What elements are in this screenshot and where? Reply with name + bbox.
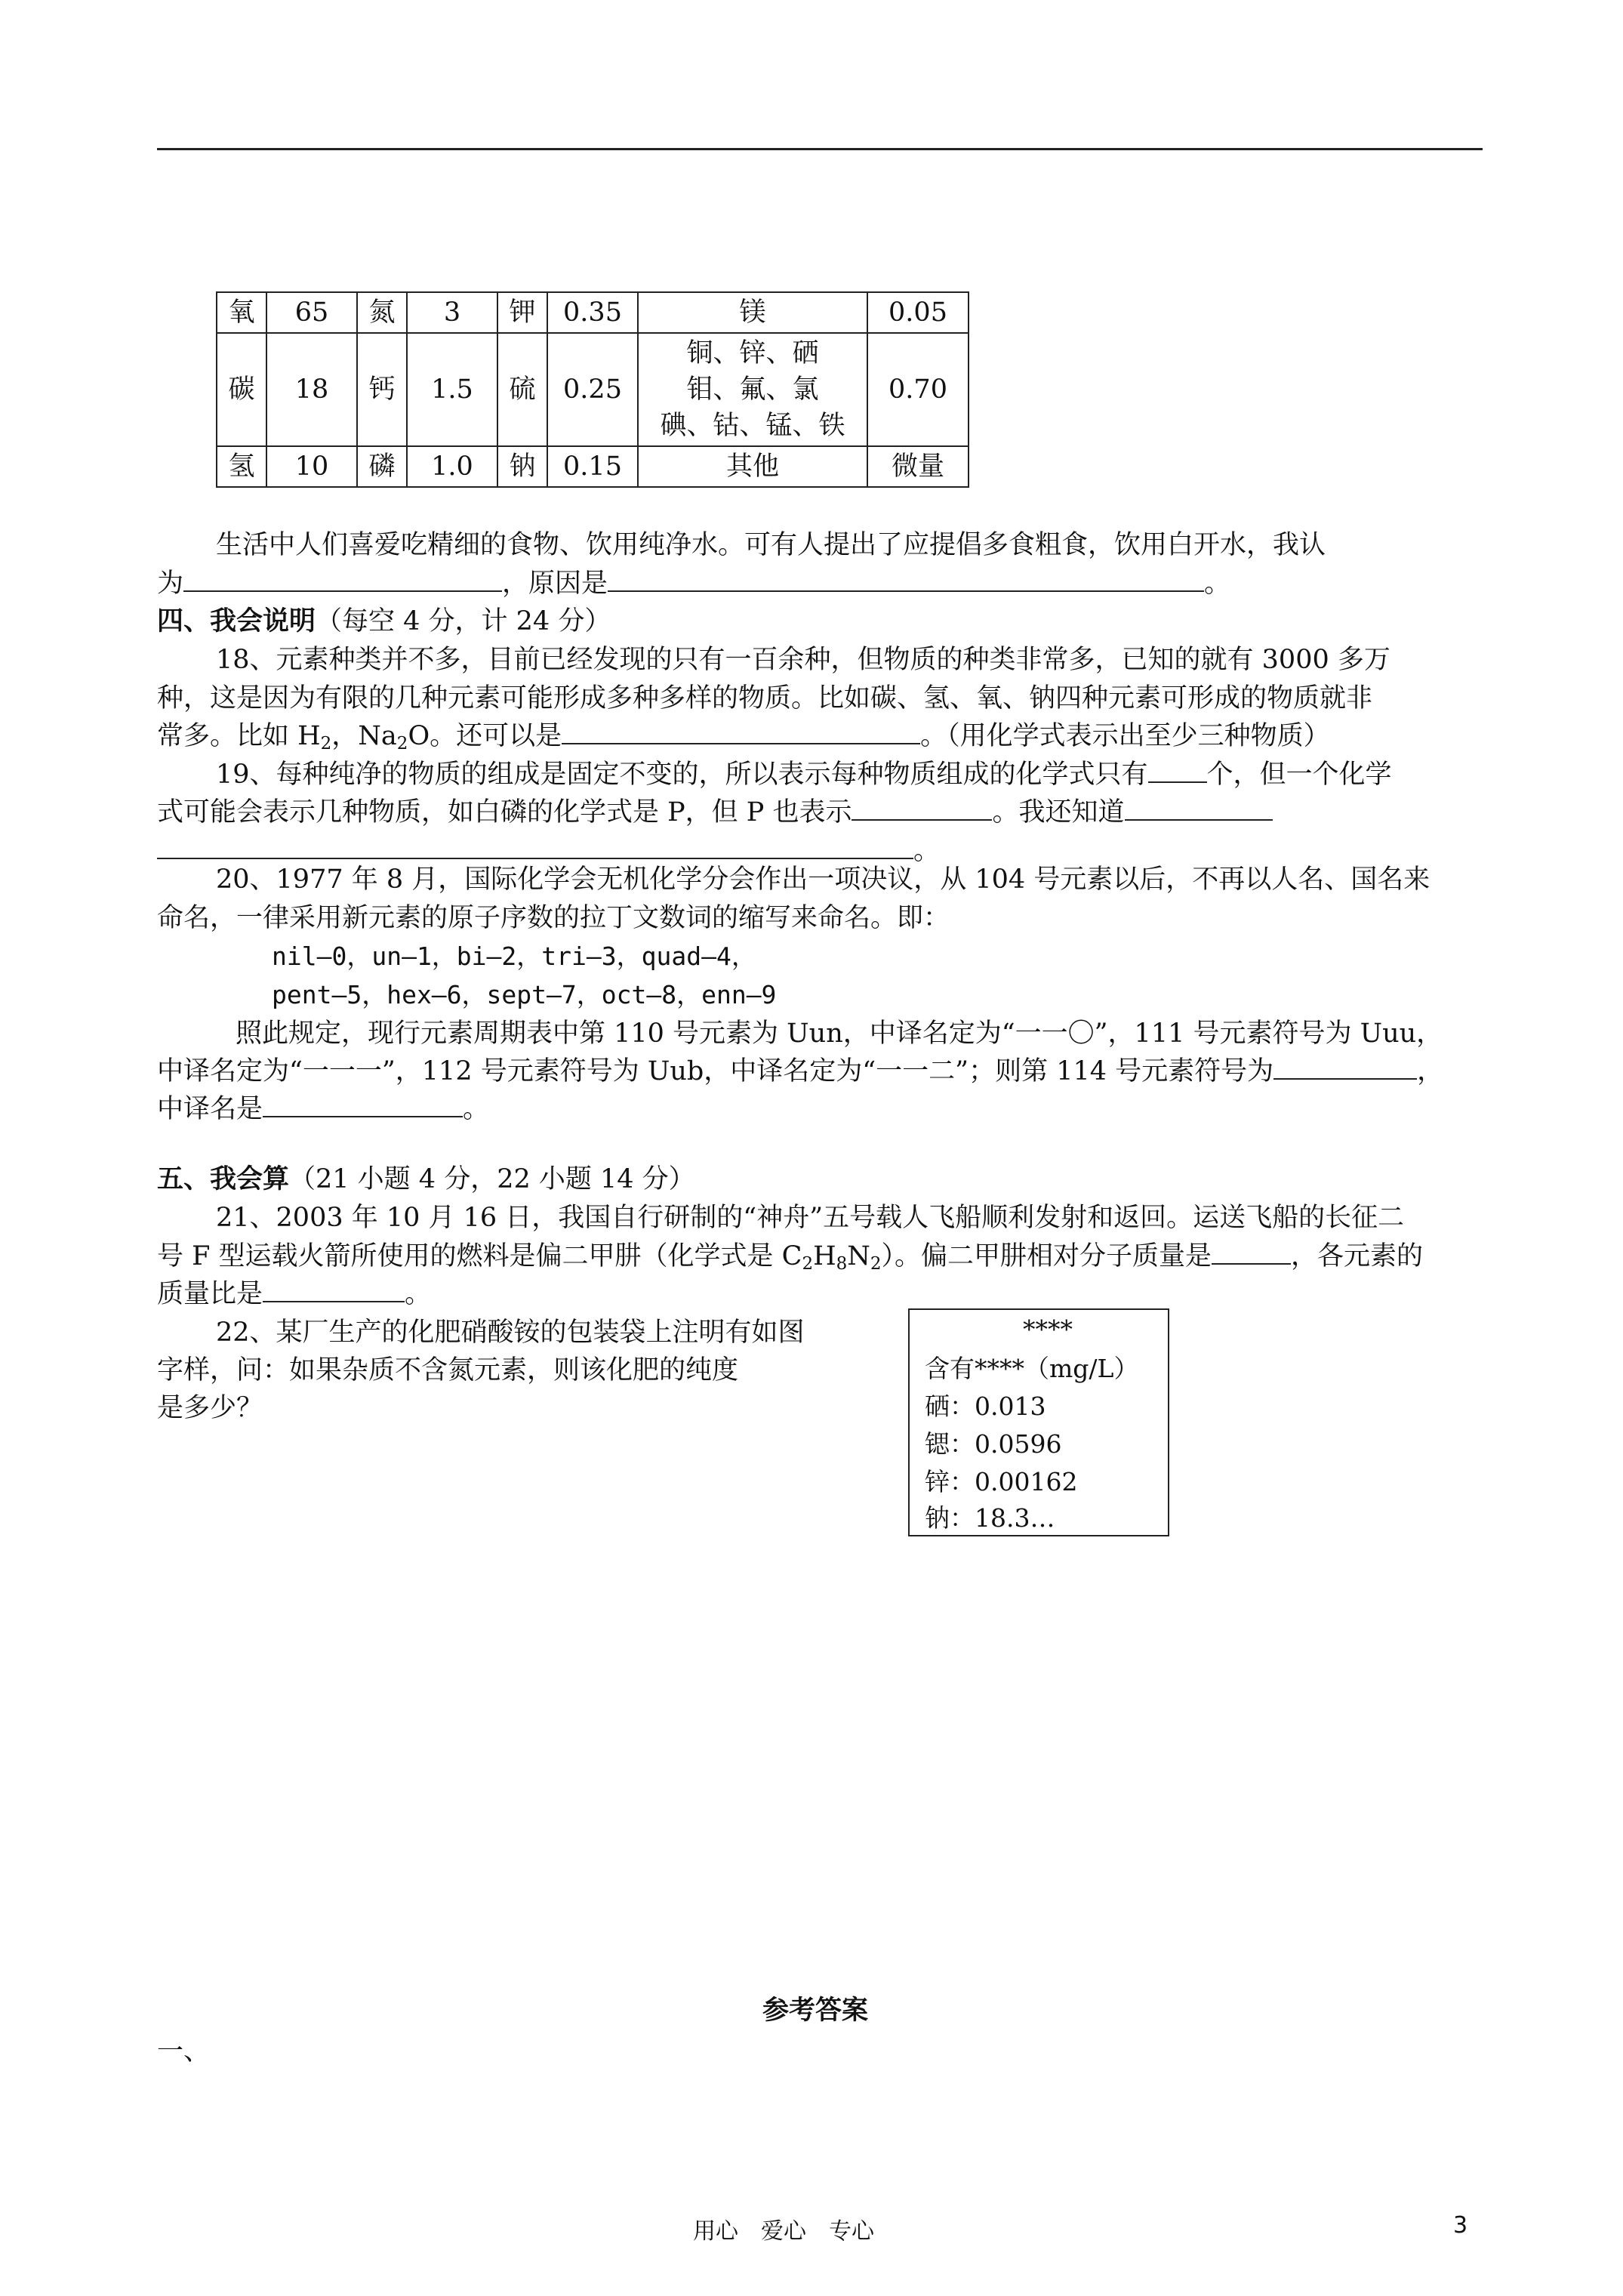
table-cell: 1.0	[407, 446, 497, 487]
section-title: 五、我会算	[157, 1163, 290, 1194]
table-cell: 其他	[638, 446, 867, 487]
q19-text: 。	[913, 836, 941, 866]
q20-line5	[157, 1090, 489, 1128]
section-title: 四、我会说明	[157, 606, 316, 636]
table-row	[217, 292, 969, 333]
q17-text: 为	[157, 569, 184, 599]
table-cell: 磷	[357, 446, 407, 487]
q19-answer-blank-1[interactable]	[1148, 756, 1207, 783]
q17-text: 。	[1204, 569, 1231, 599]
label-box-title: ****	[1023, 1314, 1073, 1344]
q17-answer-blank-2[interactable]	[608, 565, 1204, 592]
table-cell: 微量	[867, 446, 969, 487]
q17-line2	[157, 565, 1230, 603]
table-cell: 0.25	[547, 333, 638, 446]
q21-text: 。	[405, 1279, 432, 1309]
q19-answer-blank-3[interactable]	[1125, 794, 1273, 821]
table-cell: 氮	[357, 292, 407, 333]
q20-latin-roots-1: nil—0，un—1，bi—2，tri—3，quad—4，	[272, 942, 756, 971]
q21-text: N	[847, 1241, 870, 1271]
trace-elements-line: 碘、钴、锰、铁	[660, 411, 845, 441]
q20-text: 中译名定为“一一一”，112 号元素符号为 Uub，中译名定为“一一二”；则第 114 号元素符号为	[157, 1056, 1274, 1086]
q21-line1: 21、2003 年 10 月 16 日，我国自行研制的“神舟”五号载人飞船顺利发射和返回。运送飞船的长征二	[216, 1203, 1405, 1233]
subscript: 2	[870, 1254, 882, 1274]
q21-text: 质量比是	[157, 1279, 263, 1309]
q19-answer-blank-4[interactable]	[157, 832, 913, 859]
q20-text: 。	[463, 1094, 490, 1124]
subscript: 2	[802, 1254, 814, 1274]
section-note: （每空 4 分，计 24 分）	[316, 606, 611, 636]
page-number: 3	[1453, 2212, 1468, 2239]
header-rule	[157, 148, 1483, 150]
trace-elements-line: 铜、锌、硒	[686, 338, 819, 368]
table-row	[217, 446, 969, 487]
subscript: 2	[396, 734, 408, 754]
q19-text: 个，但一个化学	[1206, 760, 1392, 790]
q22-line3: 是多少？	[157, 1393, 263, 1423]
q20-text: 中译名是	[157, 1094, 263, 1124]
table-cell: 0.35	[547, 292, 638, 333]
q19-answer-blank-2[interactable]	[852, 794, 992, 821]
q17-line1: 生活中人们喜爱吃精细的食物、饮用纯净水。可有人提出了应提倡多食粗食，饮用白开水，我认	[216, 530, 1326, 560]
q22-line2: 字样，问：如果杂质不含氮元素，则该化肥的纯度	[157, 1355, 739, 1385]
table-cell: 0.70	[867, 333, 969, 446]
table-cell	[638, 333, 867, 446]
table-cell: 18	[266, 333, 357, 446]
q20-line4	[157, 1052, 1443, 1090]
footer-slogan: 用心 爱心 专心	[693, 2218, 874, 2245]
q21-answer-blank-1[interactable]	[1212, 1237, 1291, 1265]
q18-text: 常多。比如 H	[157, 721, 321, 751]
table-cell: 0.15	[547, 446, 638, 487]
table-cell: 碳	[217, 333, 266, 446]
q19-line1	[216, 756, 1392, 794]
table-cell: 3	[407, 292, 497, 333]
table-cell: 1.5	[407, 333, 497, 446]
q18-text: O。还可以是	[408, 721, 562, 751]
trace-elements-line: 钼、氟、氯	[686, 374, 819, 405]
q21-line3	[157, 1275, 431, 1313]
q21-text: 号 F 型运载火箭所使用的燃料是偏二甲肼（化学式是 C	[157, 1241, 802, 1271]
section-note: （21 小题 4 分，22 小题 14 分）	[289, 1164, 695, 1194]
label-box-line: 锶：0.0596	[925, 1429, 1062, 1459]
table-cell: 0.05	[867, 292, 969, 333]
q20-latin-roots-2: pent—5，hex—6，sept—7，oct—8，enn—9	[272, 980, 777, 1009]
label-box-line: 含有****（mg/L）	[925, 1354, 1139, 1383]
table-row	[217, 333, 969, 446]
q20-text: ，	[1417, 1056, 1444, 1086]
q18-text: ，Na	[331, 721, 397, 751]
answers-title: 参考答案	[762, 1995, 869, 2026]
table-cell: 10	[266, 446, 357, 487]
q21-text: ，各元素的	[1291, 1241, 1424, 1271]
q17-answer-blank-1[interactable]	[183, 565, 502, 592]
table-cell: 钠	[497, 446, 547, 487]
q19-text: 式可能会表示几种物质，如白磷的化学式是 P，但 P 也表示	[157, 797, 852, 827]
q21-text: ）。偏二甲肼相对分子质量是	[881, 1241, 1212, 1271]
table-cell: 氢	[217, 446, 266, 487]
table-cell: 氧	[217, 292, 266, 333]
q20-line1: 20、1977 年 8 月，国际化学会无机化学分会作出一项决议，从 104 号元素以后，不再以人名、国名来	[216, 864, 1431, 895]
q19-text: 19、每种纯净的物质的组成是固定不变的，所以表示每种物质组成的化学式只有	[216, 760, 1148, 790]
q18-line1: 18、元素种类并不多，目前已经发现的只有一百余种，但物质的种类非常多，已知的就有 3000 多万	[216, 645, 1390, 675]
q18-line2: 种，这是因为有限的几种元素可能形成多种多样的物质。比如碳、氢、氧、钠四种元素可形成的物质就非	[157, 683, 1373, 713]
q18-text: 。（用化学式表示出至少三种物质）	[920, 721, 1330, 751]
q21-answer-blank-2[interactable]	[263, 1275, 405, 1302]
q22-line1: 22、某厂生产的化肥硝酸铵的包装袋上注明有如图	[216, 1318, 805, 1348]
table-cell: 65	[266, 292, 357, 333]
table-cell: 钙	[357, 333, 407, 446]
q20-answer-blank-1[interactable]	[1273, 1052, 1417, 1080]
element-content-table	[216, 291, 969, 488]
table-cell: 钾	[497, 292, 547, 333]
table-cell: 硫	[497, 333, 547, 446]
q19-line2	[157, 794, 1273, 831]
product-label-box	[908, 1308, 1169, 1536]
q17-text: ，原因是	[502, 569, 608, 599]
label-box-line: 硒：0.013	[925, 1391, 1046, 1421]
subscript: 8	[836, 1254, 848, 1274]
section-5-heading	[157, 1160, 695, 1198]
q20-line3: 照此规定，现行元素周期表中第 110 号元素为 Uun，中译名定为“一一〇”，111 号元素符号为 Uuu，	[236, 1019, 1443, 1049]
answers-first-section: 一、	[157, 2036, 211, 2066]
label-box-line: 钠：18.3…	[925, 1503, 1055, 1533]
table-cell: 镁	[638, 292, 867, 333]
q20-line2: 命名，一律采用新元素的原子序数的拉丁文数词的缩写来命名。即：	[157, 903, 950, 933]
label-box-line: 锌：0.00162	[925, 1467, 1078, 1496]
q19-text: 。我还知道	[992, 797, 1125, 827]
q20-answer-blank-2[interactable]	[263, 1090, 463, 1117]
subscript: 2	[320, 734, 332, 754]
section-4-heading	[157, 603, 611, 640]
q21-text: H	[813, 1241, 836, 1271]
q18-answer-blank[interactable]	[562, 717, 920, 744]
